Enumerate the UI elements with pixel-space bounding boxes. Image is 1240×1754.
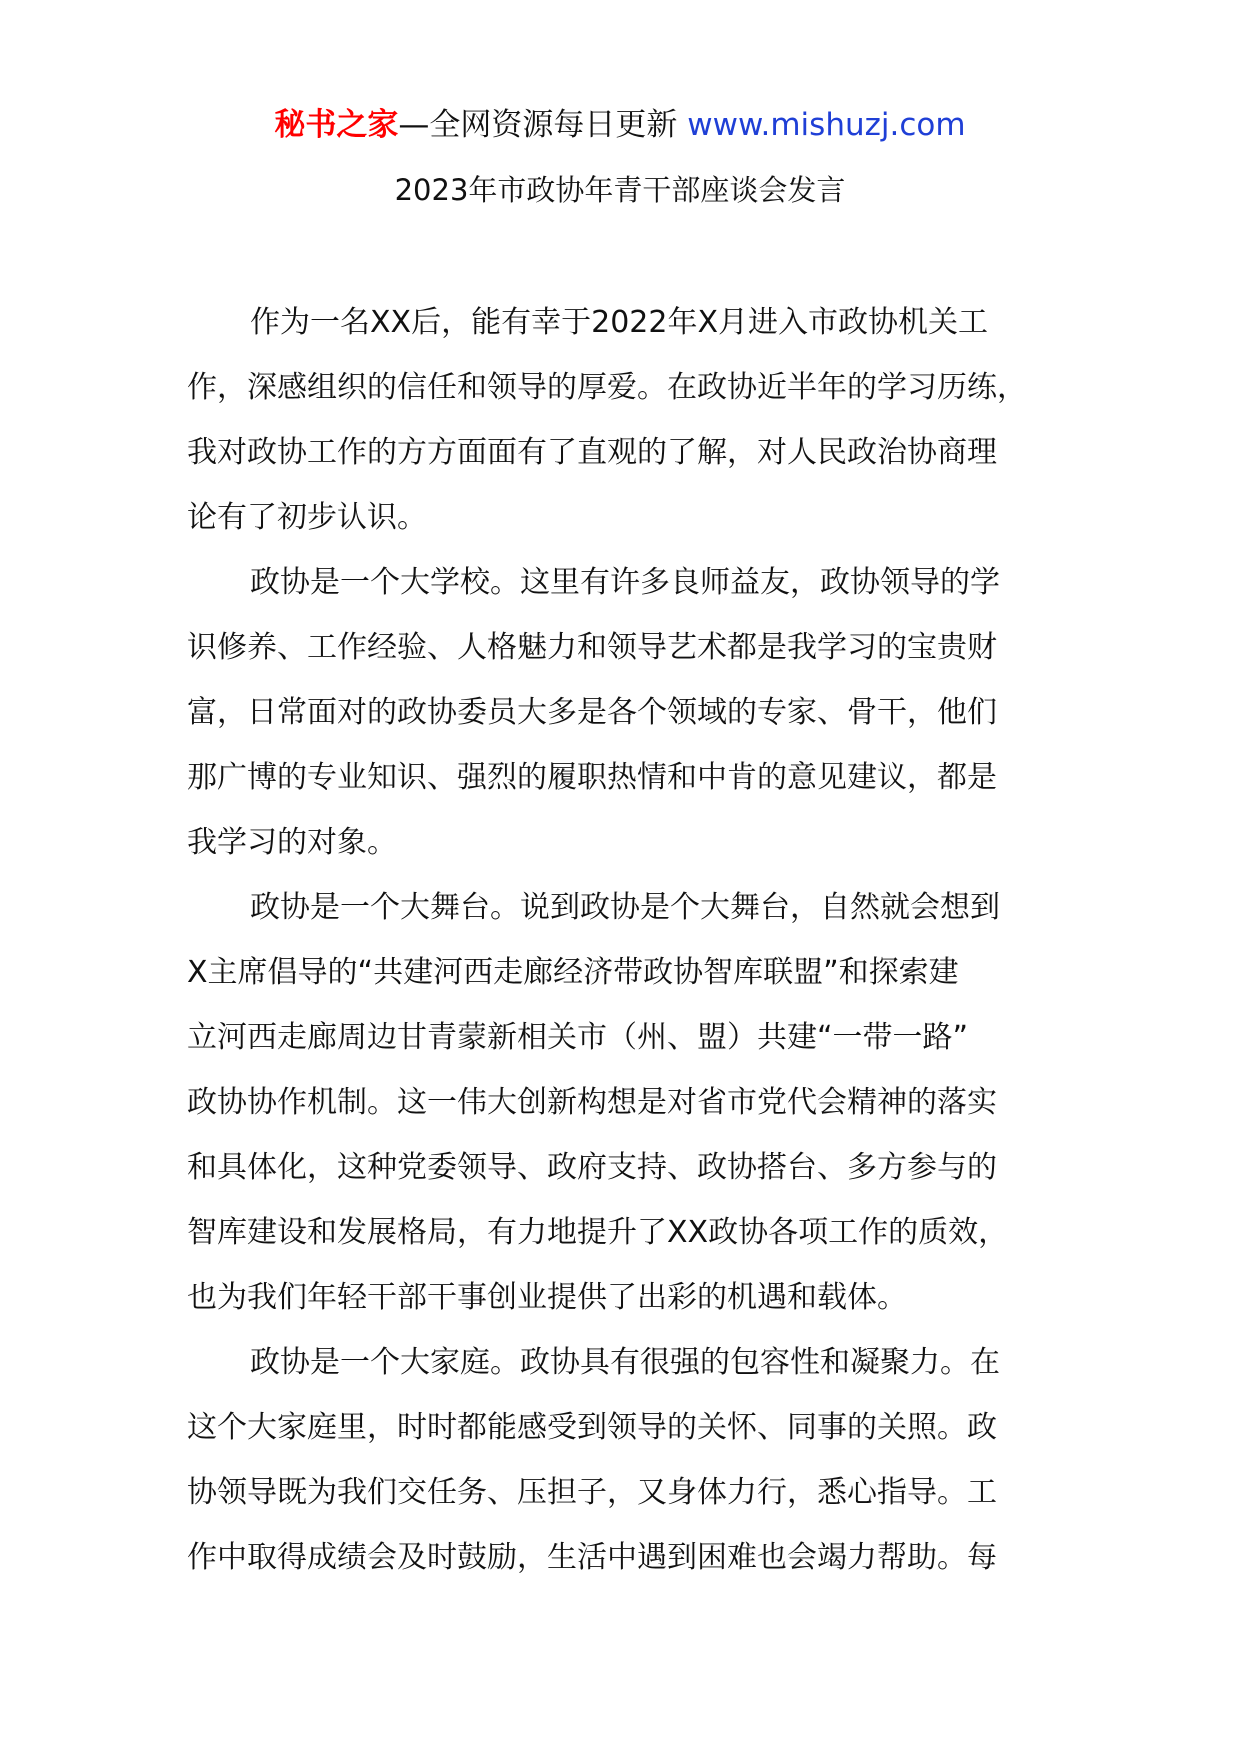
text-line: 政协协作机制。这一伟大创新构想是对省市党代会精神的落实 (187, 1085, 997, 1120)
text-line: 和具体化，这种党委领导、政府支持、政协搭台、多方参与的 (187, 1150, 997, 1185)
paragraph (187, 550, 1055, 875)
header-tagline: —全网资源每日更新 (398, 107, 688, 143)
text-line: 立河西走廊周边甘青蒙新相关市（州、盟）共建“一带一路” (187, 1020, 969, 1055)
text-line: 那广博的专业知识、强烈的履职热情和中肯的意见建议，都是 (187, 760, 997, 795)
site-url-link[interactable]: www.mishuzj.com (687, 107, 966, 143)
document-body (187, 290, 1055, 1590)
text-line: 作中取得成绩会及时鼓励，生活中遇到困难也会竭力帮助。每 (187, 1540, 997, 1575)
text-line: 这个大家庭里，时时都能感受到领导的关怀、同事的关照。政 (187, 1410, 997, 1445)
text-line: 富，日常面对的政协委员大多是各个领域的专家、骨干，他们 (187, 695, 997, 730)
paragraph (187, 290, 1055, 550)
site-header (0, 100, 1240, 150)
text-line: 政协是一个大学校。这里有许多良师益友，政协领导的学 (250, 565, 1000, 600)
text-line: 智库建设和发展格局，有力地提升了XX政协各项工作的质效， (187, 1215, 1009, 1250)
text-line: 作为一名XX后，能有幸于2022年X月进入市政协机关工 (250, 305, 989, 340)
text-line: 论有了初步认识。 (187, 500, 427, 535)
text-line: 识修养、工作经验、人格魅力和领导艺术都是我学习的宝贵财 (187, 630, 997, 665)
text-line: 作，深感组织的信任和领导的厚爱。在政协近半年的学习历练， (187, 370, 1027, 405)
text-line: 协领导既为我们交任务、压担子，又身体力行，悉心指导。工 (187, 1475, 997, 1510)
text-line: 也为我们年轻干部干事创业提供了出彩的机遇和载体。 (187, 1280, 907, 1315)
text-line: 政协是一个大家庭。政协具有很强的包容性和凝聚力。在 (250, 1345, 1000, 1380)
text-line: 政协是一个大舞台。说到政协是个大舞台，自然就会想到 (250, 890, 1000, 925)
paragraph (187, 1330, 1055, 1590)
text-line: 我对政协工作的方方面面有了直观的了解，对人民政治协商理 (187, 435, 997, 470)
text-line: X主席倡导的“共建河西走廊经济带政协智库联盟”和探索建 (187, 955, 959, 990)
paragraph (187, 875, 1055, 1330)
text-line: 我学习的对象。 (187, 825, 397, 860)
brand-name: 秘书之家 (274, 107, 399, 143)
document-title: 2023年市政协年青干部座谈会发言 (394, 173, 846, 207)
